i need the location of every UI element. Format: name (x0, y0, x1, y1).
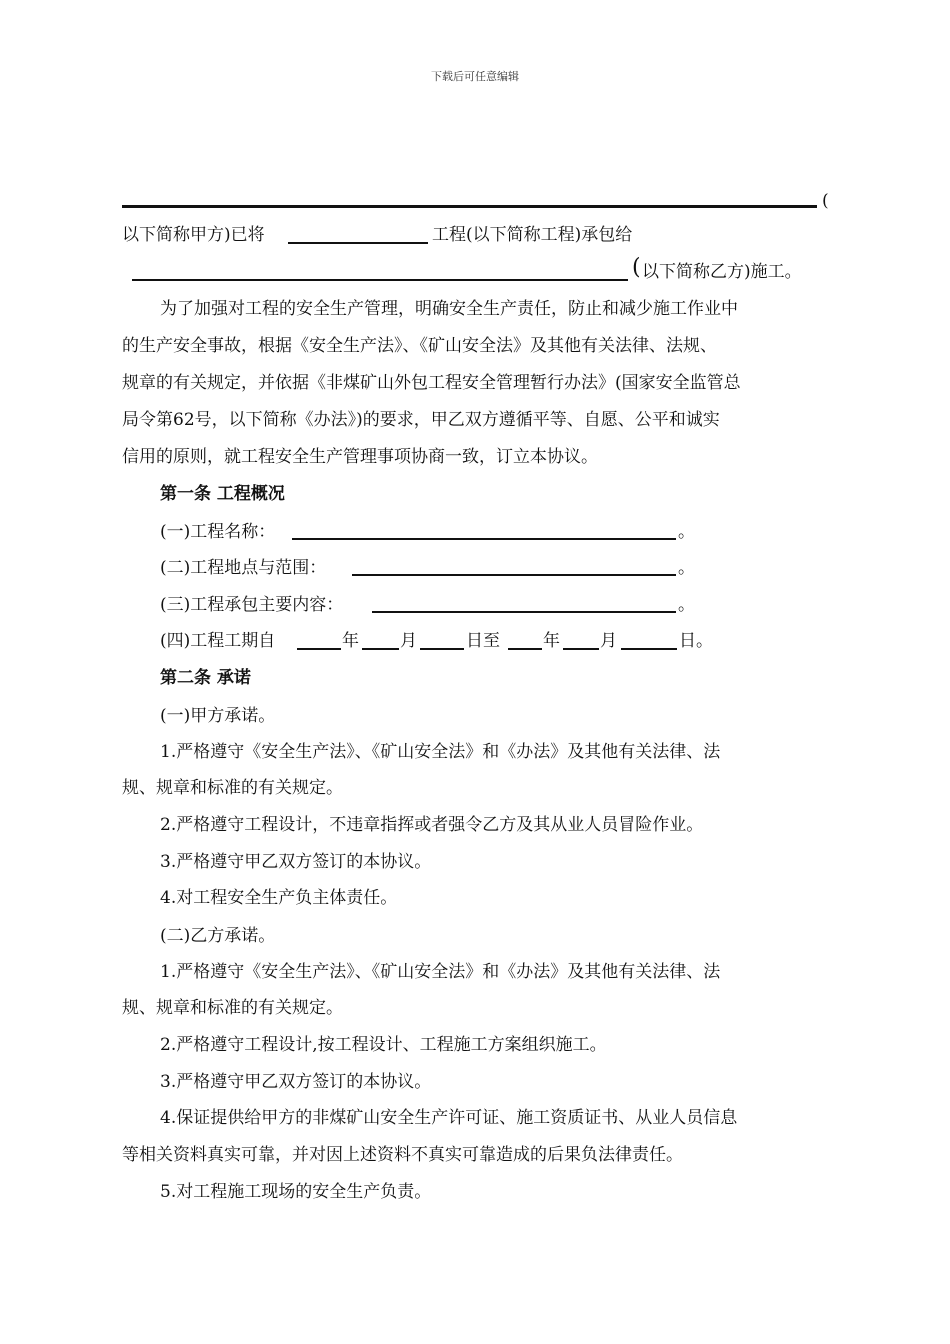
intro-line-2: 的生产安全事故，根据《安全生产法》、《矿山安全法》及其他有关法律、法规、 (122, 336, 717, 356)
party-b-promise-4-l1: 4.保证提供给甲方的非煤矿山安全生产许可证、施工资质证书、从业人员信息 (160, 1108, 738, 1128)
project-location-label: (二)工程地点与范围： (160, 558, 327, 578)
party-a-promise-1-l2: 规、规章和标准的有关规定。 (122, 778, 343, 798)
end-month-unit: 月 (600, 631, 617, 651)
header-note: 下载后可任意编辑 (431, 70, 519, 83)
end-year-blank[interactable] (508, 648, 542, 650)
project-blank[interactable] (288, 242, 428, 244)
party-b-promise-3: 3.严格遵守甲乙双方签订的本协议。 (160, 1072, 432, 1092)
party-a-promise-3: 3.严格遵守甲乙双方签订的本协议。 (160, 852, 432, 872)
end-day-unit: 日。 (679, 631, 713, 651)
intro-line-5: 信用的原则，就工程安全生产管理事项协商一致，订立本协议。 (122, 447, 598, 467)
party-b-paren: ( (632, 255, 641, 280)
party-a-blank[interactable] (122, 205, 817, 208)
project-name-blank[interactable] (292, 538, 676, 540)
party-b-promise-title: (二)乙方承诺。 (160, 926, 276, 946)
start-year-unit: 年 (342, 631, 359, 651)
party-b-line: 以下简称乙方)施工。 (642, 262, 802, 282)
start-month-blank[interactable] (362, 648, 399, 650)
end-month-blank[interactable] (563, 648, 599, 650)
party-a-line: 以下简称甲方)已将 (122, 225, 265, 245)
project-location-blank[interactable] (352, 574, 676, 576)
end-year-unit: 年 (543, 631, 560, 651)
project-content-stop: 。 (678, 595, 695, 615)
start-day-to: 日至 (466, 631, 500, 651)
party-b-promise-2: 2.严格遵守工程设计,按工程设计、工程施工方案组织施工。 (160, 1035, 607, 1055)
party-a-promise-1-l1: 1.严格遵守《安全生产法》、《矿山安全法》和《办法》及其他有关法律、法 (160, 742, 721, 762)
party-a-promise-4: 4.对工程安全生产负主体责任。 (160, 888, 398, 908)
party-b-promise-4-l2: 等相关资料真实可靠，并对因上述资料不真实可靠造成的后果负法律责任。 (122, 1145, 683, 1165)
project-content-blank[interactable] (372, 611, 676, 613)
open-paren: ( (822, 191, 829, 211)
project-location-stop: 。 (678, 558, 695, 578)
end-day-blank[interactable] (621, 648, 677, 650)
start-year-blank[interactable] (297, 648, 341, 650)
party-a-line-after: 工程(以下简称工程)承包给 (432, 225, 633, 245)
start-month-unit: 月 (400, 631, 417, 651)
intro-line-1: 为了加强对工程的安全生产管理，明确安全生产责任，防止和减少施工作业中 (160, 299, 738, 319)
project-name-stop: 。 (678, 522, 695, 542)
article-1-title: 第一条 工程概况 (160, 484, 285, 504)
party-b-promise-1-l2: 规、规章和标准的有关规定。 (122, 998, 343, 1018)
party-b-promise-1-l1: 1.严格遵守《安全生产法》、《矿山安全法》和《办法》及其他有关法律、法 (160, 962, 721, 982)
project-name-label: (一)工程名称： (160, 522, 276, 542)
start-day-blank[interactable] (420, 648, 464, 650)
intro-line-3: 规章的有关规定，并依据《非煤矿山外包工程安全管理暂行办法》(国家安全监管总 (122, 373, 741, 393)
party-a-promise-2: 2.严格遵守工程设计，不违章指挥或者强令乙方及其从业人员冒险作业。 (160, 815, 704, 835)
party-a-promise-title: (一)甲方承诺。 (160, 706, 276, 726)
period-label: (四)工程工期自 (160, 631, 276, 651)
project-content-label: (三)工程承包主要内容： (160, 595, 344, 615)
intro-line-4: 局令第62号，以下简称《办法》)的要求，甲乙双方遵循平等、自愿、公平和诚实 (122, 410, 720, 430)
party-b-blank[interactable] (132, 279, 628, 281)
article-2-title: 第二条 承诺 (160, 668, 251, 688)
party-b-promise-5: 5.对工程施工现场的安全生产负责。 (160, 1182, 432, 1202)
